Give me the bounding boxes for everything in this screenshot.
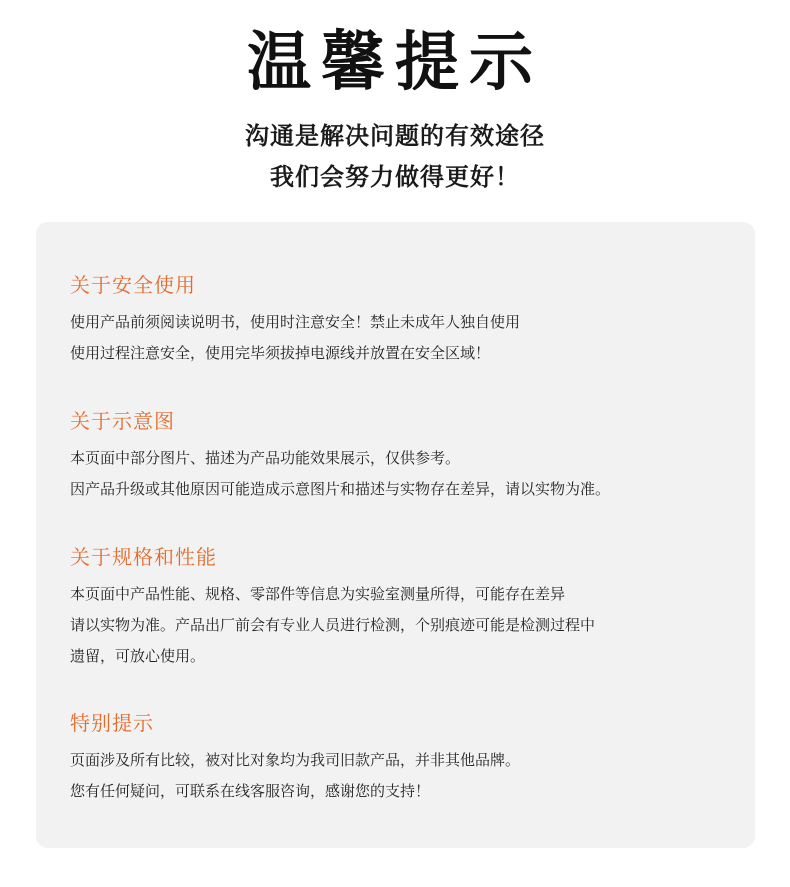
section-line: 使用产品前须阅读说明书，使用时注意安全！禁止未成年人独自使用 [70,313,521,331]
section-special-notice [70,709,730,807]
section-line: 本页面中产品性能、规格、零部件等信息为实验室测量所得，可能存在差异 [70,585,566,603]
section-line: 请以实物为准。产品出厂前会有专业人员进行检测，个别痕迹可能是检测过程中 [70,616,596,634]
section-title: 关于安全使用 [70,273,196,297]
section-line: 遗留，可放心使用。 [70,647,206,665]
section-illustration [70,407,730,505]
section-title: 特别提示 [70,711,154,735]
section-line: 因产品升级或其他原因可能造成示意图片和描述与实物存在差异，请以实物为准。 [70,480,611,498]
subtitle-line-1: 沟通是解决问题的有效途径 [245,122,545,150]
section-safety [70,271,730,369]
section-line: 页面涉及所有比较，被对比对象均为我司旧款产品，并非其他品牌。 [70,751,521,769]
notice-card [36,222,755,848]
section-title: 关于规格和性能 [70,545,217,569]
subtitle-line-2: 我们会努力做得更好！ [270,163,520,191]
page-title: 温馨提示 [247,26,543,100]
section-line: 使用过程注意安全，使用完毕须拔掉电源线并放置在安全区域！ [70,344,491,362]
section-title: 关于示意图 [70,409,175,433]
section-line: 您有任何疑问，可联系在线客服咨询，感谢您的支持！ [70,782,431,800]
section-line: 本页面中部分图片、描述为产品功能效果展示，仅供参考。 [70,449,461,467]
section-specifications [70,543,730,672]
